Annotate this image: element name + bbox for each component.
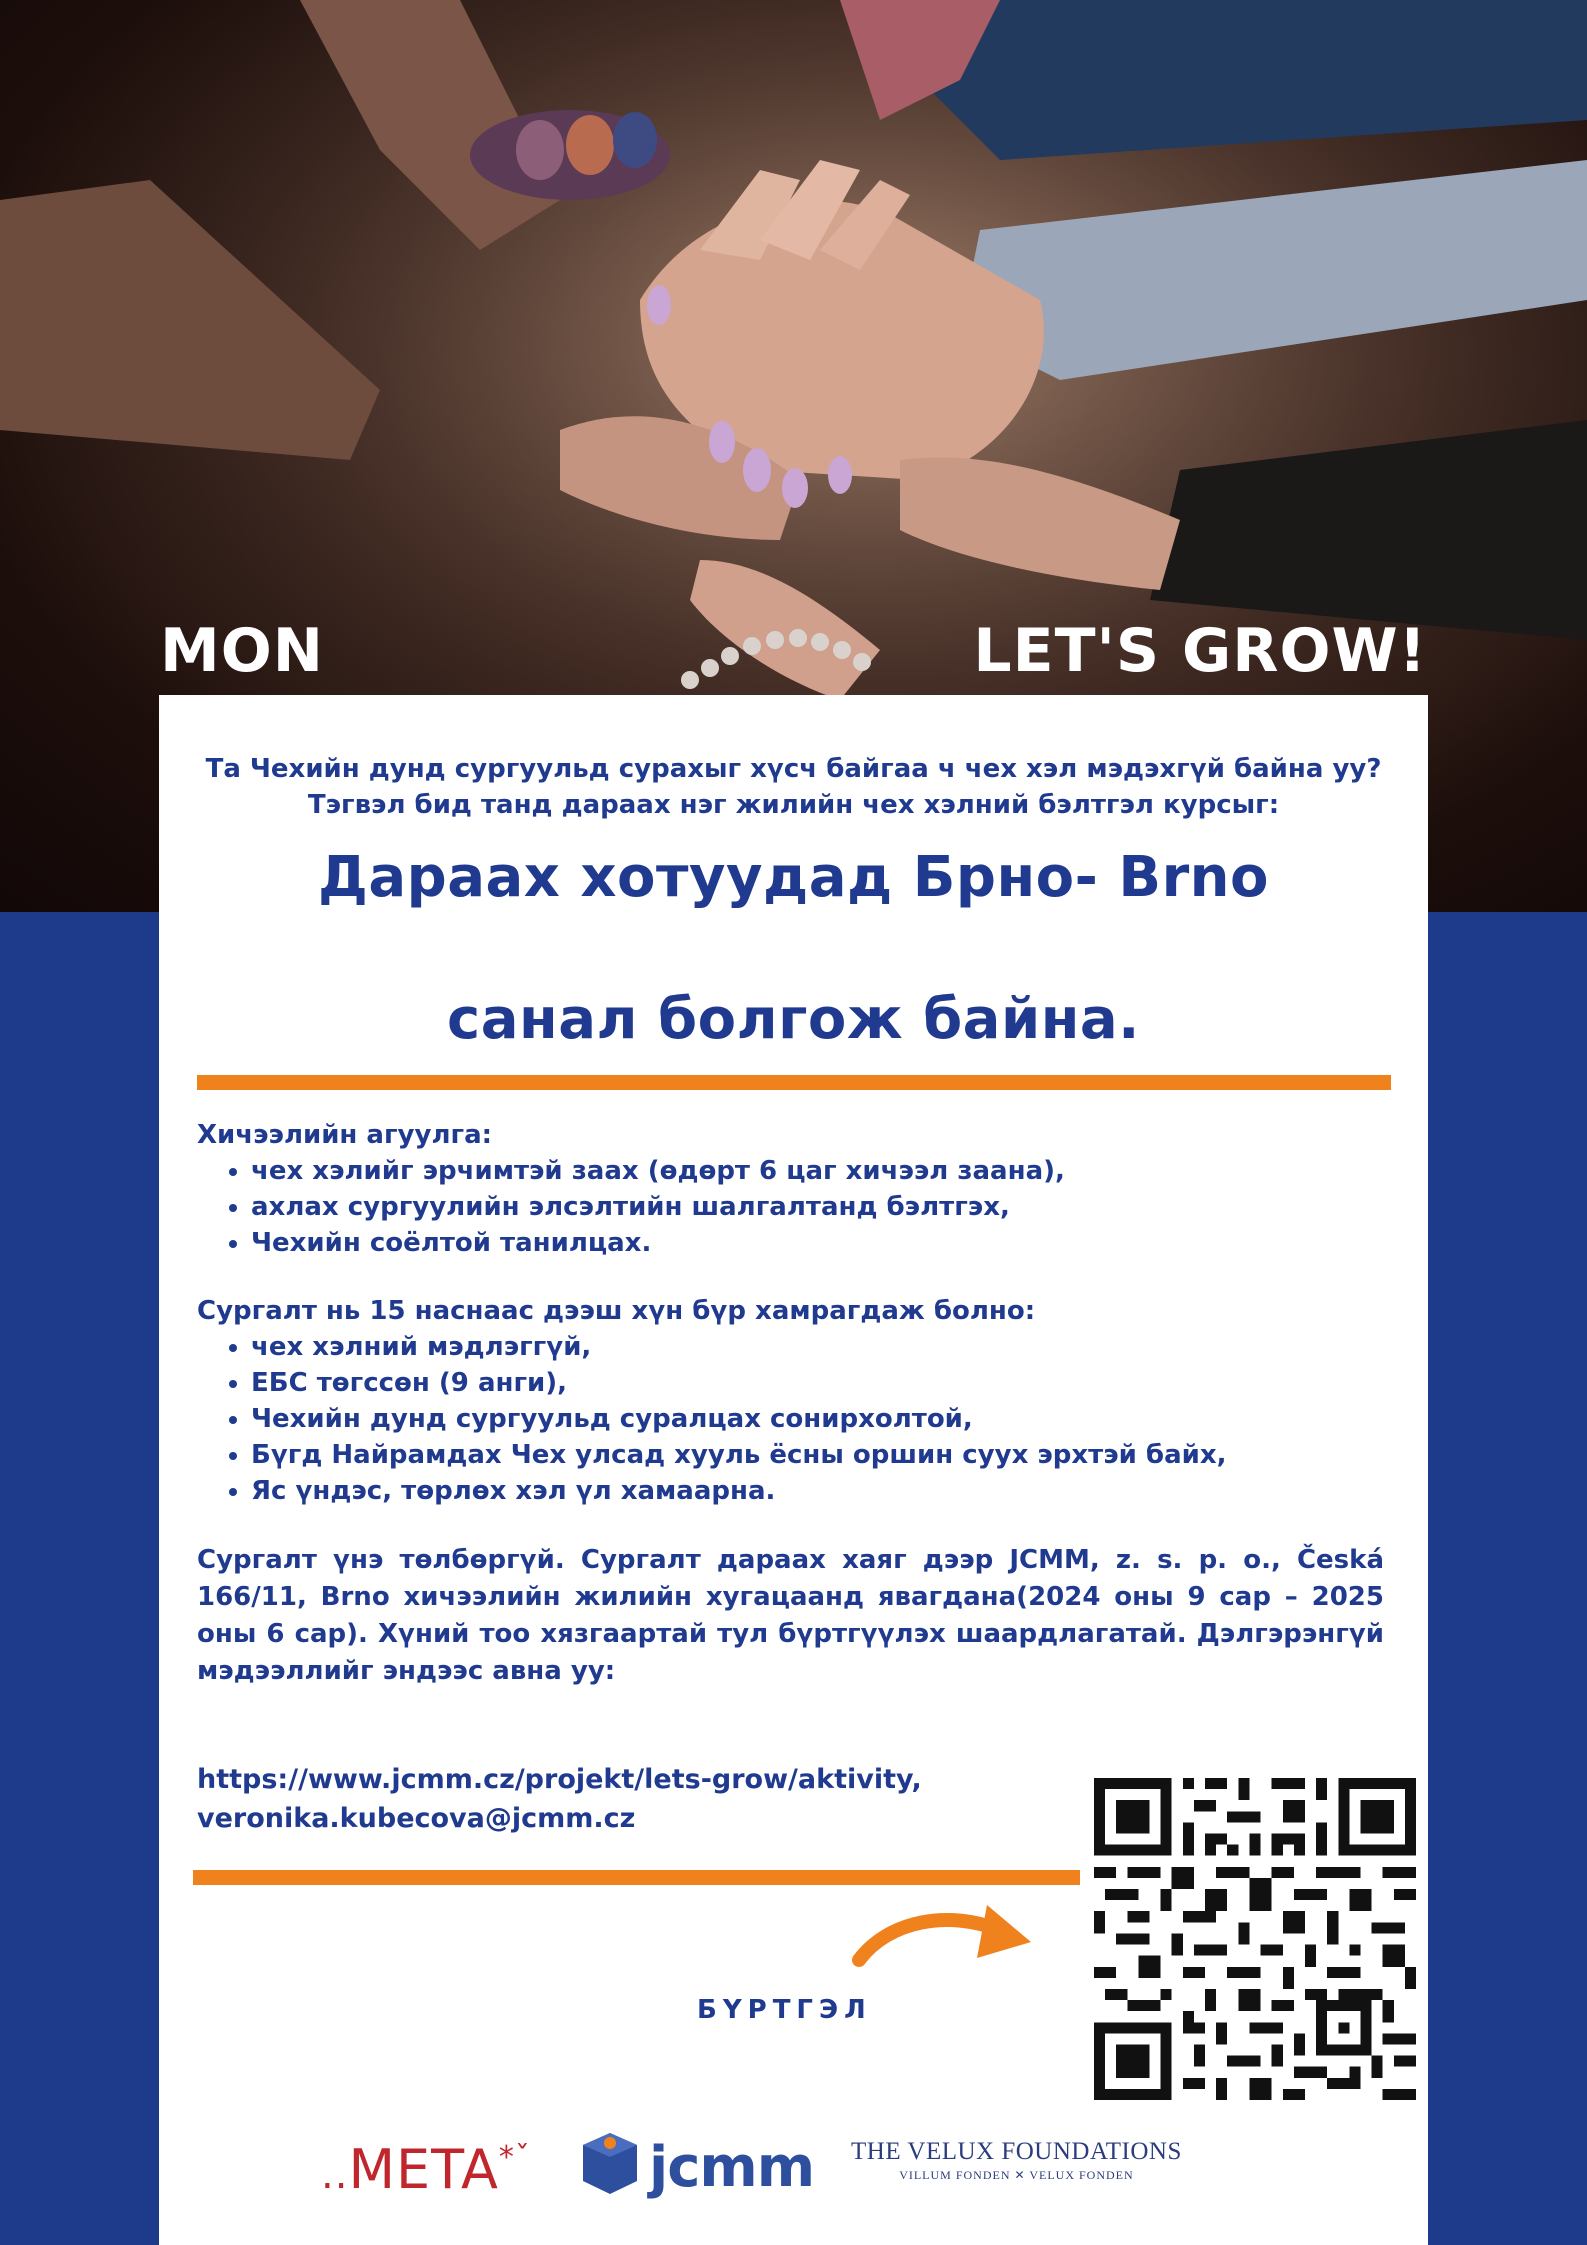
course-content-section: [197, 1117, 1397, 1261]
intro-line-1: Та Чехийн дунд сургуульд сурахыг хүсч байгаа ч чех хэл мэдэхгүй байна уу?: [205, 754, 1382, 784]
qr-code-icon[interactable]: [1094, 1778, 1416, 2100]
language-tag: MON: [160, 616, 324, 686]
registration-label: БҮРТГЭЛ: [697, 1995, 872, 2025]
email-link[interactable]: veronika.kubecova@jcmm.cz: [197, 1803, 636, 1834]
velux-logo-subtitle: VILLUM FONDEN ✕ VELUX FONDEN: [899, 2168, 1134, 2182]
velux-logo-title: THE VELUX FOUNDATIONS: [851, 2138, 1182, 2165]
list-item: • Яс үндэс, төрлөх хэл үл хамаарна.: [251, 1473, 1397, 1509]
meta-logo-suffix: *ˇ: [498, 2140, 531, 2175]
list-item: • ахлах сургуулийн элсэлтийн шалгалтанд бэлтгэх,: [251, 1189, 1397, 1225]
meta-logo: [321, 2138, 531, 2201]
list-item: • чех хэлийг эрчимтэй заах (өдөрт 6 цаг хичээл заана),: [251, 1153, 1397, 1189]
orange-divider: [197, 1075, 1391, 1090]
info-paragraph: Сургалт үнэ төлбөргүй. Сургалт дараах хаяг дээр JCMM, z. s. p. o., Česká 166/11, Brno хичээлийн жилийн хугацаанд явагдана(2024 оны 9 сар – 2025 оны 6 сар). Хүний тоо хязгаартай тул бүртгүүлэх шаардлагатай. Дэлгэрэнгүй мэдээллийг эндээс авна уу:: [197, 1545, 1384, 1686]
velux-foundations-logo: [851, 2138, 1182, 2183]
eligibility-list: [197, 1329, 1397, 1509]
jcmm-logo-text: jcmm: [649, 2135, 815, 2200]
website-link[interactable]: https://www.jcmm.cz/projekt/lets-grow/aktivity,: [197, 1764, 922, 1795]
list-item: • чех хэлний мэдлэггүй,: [251, 1329, 1397, 1365]
content-card: [159, 695, 1428, 2245]
eligibility-heading: Сургалт нь 15 наснаас дээш хүн бүр хамрагдаж болно:: [197, 1296, 1036, 1326]
intro-line-2: Тэгвэл бид танд дараах нэг жилийн чех хэлний бэлтгэл курсыг:: [307, 790, 1280, 820]
jcmm-cube-icon: [579, 2131, 641, 2197]
headline-line-2: санал болгож байна.: [447, 987, 1140, 1052]
arrow-icon: [849, 1900, 1034, 1995]
list-item: • Бүгд Найрамдах Чех улсад хууль ёсны оршин суух эрхтэй байх,: [251, 1437, 1397, 1473]
project-tag: LET'S GROW!: [973, 616, 1427, 686]
list-item: • ЕБС төгссөн (9 анги),: [251, 1365, 1397, 1401]
list-item: • Чехийн дунд сургуульд суралцах сонирхолтой,: [251, 1401, 1397, 1437]
eligibility-section: [197, 1293, 1397, 1509]
headline-line-1: Дараах хотуудад Брно- Brno: [317, 845, 1270, 910]
course-content-list: [197, 1153, 1397, 1261]
course-content-heading: Хичээлийн агуулга:: [197, 1120, 493, 1150]
meta-logo-text: META: [348, 2138, 499, 2201]
meta-logo-prefix: ..: [321, 2152, 349, 2198]
orange-divider-bottom: [193, 1870, 1080, 1885]
list-item: • Чехийн соёлтой танилцах.: [251, 1225, 1397, 1261]
